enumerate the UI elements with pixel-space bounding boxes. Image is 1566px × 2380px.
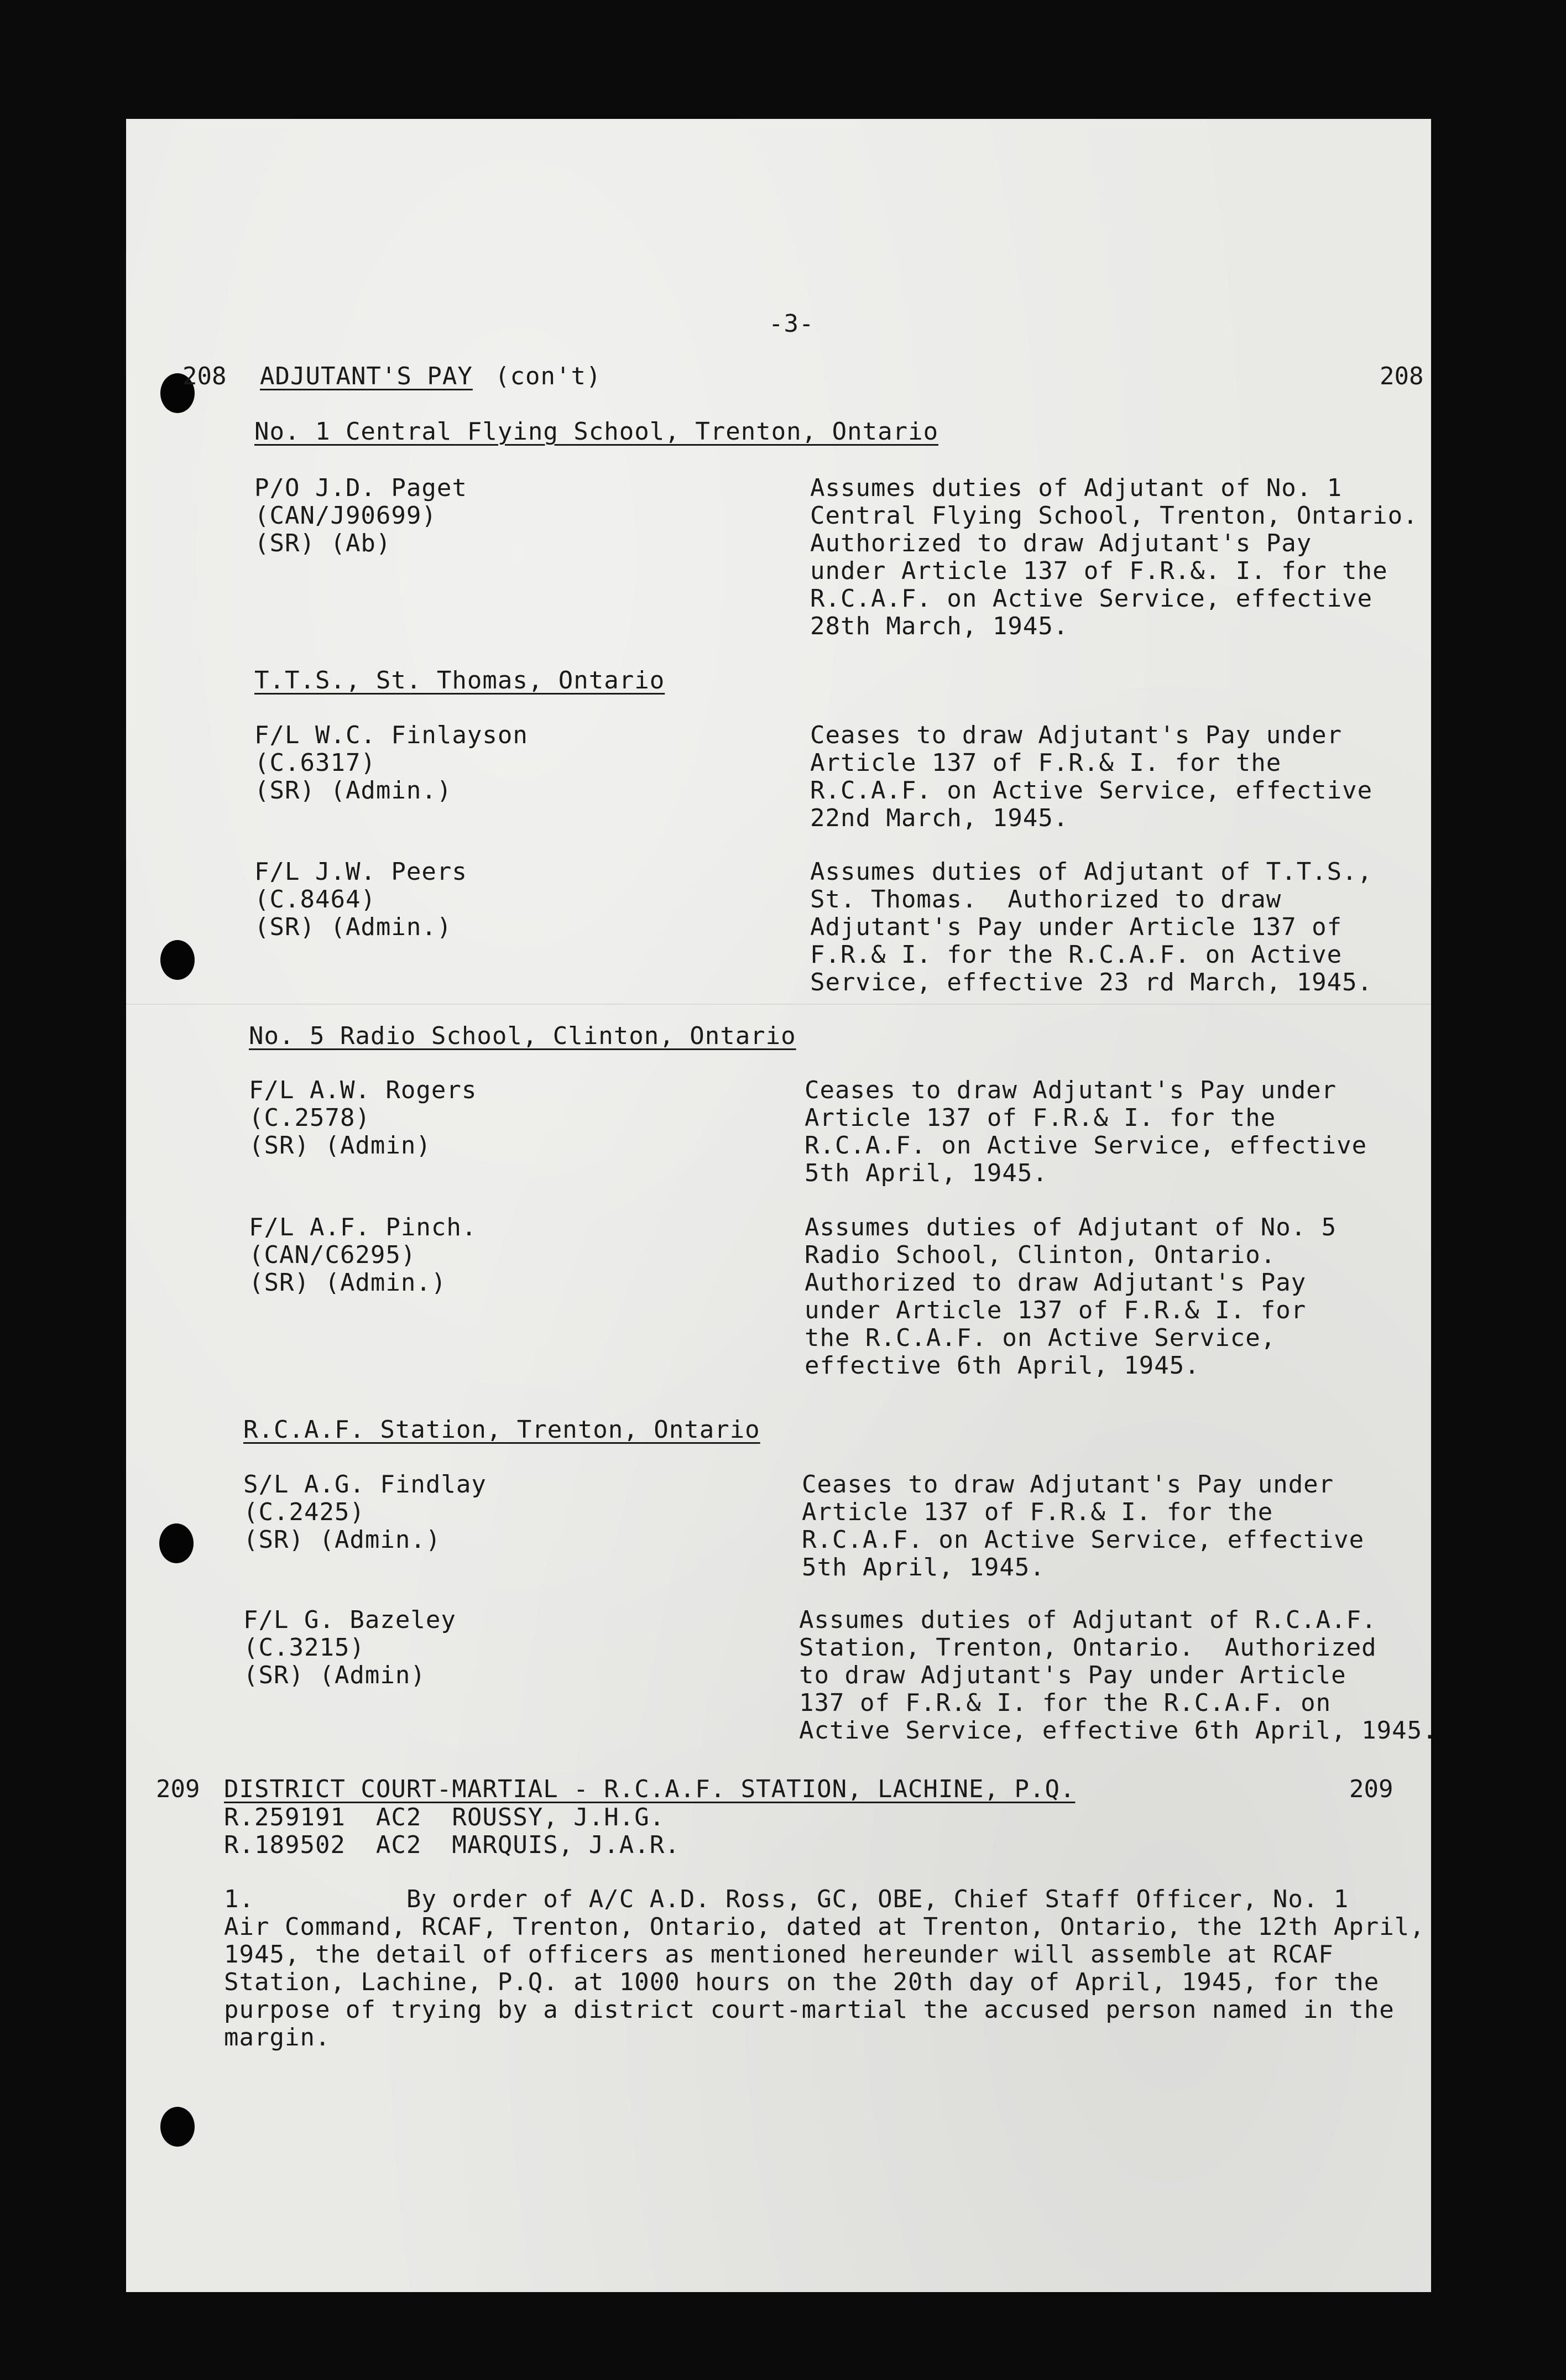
punch-hole xyxy=(160,940,195,980)
accused-list xyxy=(224,1804,680,1859)
page-number: -3- xyxy=(769,310,815,338)
section-title-suffix: (con't) xyxy=(495,362,602,390)
description-line: Central Flying School, Trenton, Ontario. xyxy=(810,502,1418,530)
description-line: Assumes duties of Adjutant of R.C.A.F. xyxy=(799,1606,1377,1634)
officer-details xyxy=(249,1077,477,1160)
officer-branch: (SR) (Ab) xyxy=(254,529,392,557)
entry-description xyxy=(805,1214,1337,1380)
description-line: F.R.& I. for the R.C.A.F. on Active xyxy=(810,941,1343,969)
entry-description xyxy=(810,858,1372,996)
description-line: Authorized to draw Adjutant's Pay xyxy=(805,1269,1307,1297)
description-line: Article 137 of F.R.& I. for the xyxy=(810,749,1282,777)
description-line: R.C.A.F. on Active Service, effective xyxy=(805,1131,1367,1160)
unit-heading: No. 1 Central Flying School, Trenton, Ontario xyxy=(254,417,939,446)
description-line: 5th April, 1945. xyxy=(805,1159,1048,1187)
officer-name: F/L G. Bazeley xyxy=(243,1606,456,1634)
description-line: Radio School, Clinton, Ontario. xyxy=(805,1241,1276,1269)
description-line: Station, Trenton, Ontario. Authorized xyxy=(799,1633,1377,1662)
officer-number: (C.2578) xyxy=(249,1104,370,1132)
section-number-left: 208 xyxy=(182,362,227,390)
description-line: R.C.A.F. on Active Service, effective xyxy=(810,584,1373,613)
description-line: Assumes duties of Adjutant of No. 5 xyxy=(805,1213,1337,1241)
description-line: Authorized to draw Adjutant's Pay xyxy=(810,529,1312,557)
section-number-right: 208 xyxy=(1380,362,1424,390)
section-number-left: 209 xyxy=(156,1775,200,1803)
description-line: Ceases to draw Adjutant's Pay under xyxy=(810,721,1343,749)
description-line: St. Thomas. Authorized to draw xyxy=(810,885,1282,914)
officer-name: P/O J.D. Paget xyxy=(254,474,467,502)
officer-details xyxy=(254,722,528,805)
description-line: the R.C.A.F. on Active Service, xyxy=(805,1324,1276,1352)
paragraph-line: 1945, the detail of officers as mentioned hereunder will assemble at RCAF xyxy=(224,1940,1334,1969)
entry-description xyxy=(799,1606,1438,1745)
officer-details xyxy=(254,474,467,557)
unit-heading: No. 5 Radio School, Clinton, Ontario xyxy=(249,1022,796,1050)
officer-name: F/L J.W. Peers xyxy=(254,858,467,886)
punch-hole xyxy=(159,1523,194,1563)
description-line: Ceases to draw Adjutant's Pay under xyxy=(805,1076,1337,1104)
officer-number: (CAN/C6295) xyxy=(249,1241,416,1269)
paragraph-line: purpose of trying by a district court-martial the accused person named in the xyxy=(224,1996,1395,2024)
description-line: Assumes duties of Adjutant of T.T.S., xyxy=(810,858,1373,886)
description-line: 22nd March, 1945. xyxy=(810,804,1069,832)
officer-details xyxy=(254,858,467,941)
officer-branch: (SR) (Admin.) xyxy=(249,1269,447,1297)
entry-description xyxy=(805,1077,1367,1187)
description-line: to draw Adjutant's Pay under Article xyxy=(799,1661,1346,1689)
unit-heading: R.C.A.F. Station, Trenton, Ontario xyxy=(243,1416,760,1444)
section-title: ADJUTANT'S PAY xyxy=(260,362,473,390)
description-line: Assumes duties of Adjutant of No. 1 xyxy=(810,474,1343,502)
paragraph-line: Station, Lachine, P.Q. at 1000 hours on the 20th day of April, 1945, for the xyxy=(224,1968,1380,1996)
description-line: 28th March, 1945. xyxy=(810,612,1069,640)
officer-number: (C.6317) xyxy=(254,749,376,777)
paragraph-line: Air Command, RCAF, Trenton, Ontario, dated at Trenton, Ontario, the 12th April, xyxy=(224,1913,1425,1941)
officer-branch: (SR) (Admin) xyxy=(249,1131,431,1160)
officer-details xyxy=(249,1214,477,1297)
description-line: R.C.A.F. on Active Service, effective xyxy=(802,1526,1365,1554)
description-line: Article 137 of F.R.& I. for the xyxy=(805,1104,1276,1132)
description-line: Ceases to draw Adjutant's Pay under xyxy=(802,1470,1334,1499)
officer-number: (CAN/J90699) xyxy=(254,502,437,530)
description-line: Active Service, effective 6th April, 1945. xyxy=(799,1716,1438,1745)
section-number-right: 209 xyxy=(1349,1775,1393,1803)
officer-name: F/L A.F. Pinch. xyxy=(249,1213,477,1241)
punch-hole xyxy=(160,2107,195,2147)
officer-name: F/L W.C. Finlayson xyxy=(254,721,528,749)
entry-description xyxy=(810,722,1372,832)
description-line: under Article 137 of F.R.&. I. for the xyxy=(810,557,1388,585)
description-line: Adjutant's Pay under Article 137 of xyxy=(810,913,1343,941)
description-line: Article 137 of F.R.& I. for the xyxy=(802,1498,1273,1526)
description-line: effective 6th April, 1945. xyxy=(805,1351,1200,1380)
description-line: Service, effective 23 rd March, 1945. xyxy=(810,968,1373,996)
description-line: 137 of F.R.& I. for the R.C.A.F. on xyxy=(799,1689,1332,1717)
fold-line xyxy=(126,1004,1431,1005)
paragraph-line: 1. By order of A/C A.D. Ross, GC, OBE, Chief Staff Officer, No. 1 xyxy=(224,1885,1349,1913)
officer-name: F/L A.W. Rogers xyxy=(249,1076,477,1104)
entry-description xyxy=(810,474,1418,640)
officer-branch: (SR) (Admin.) xyxy=(254,776,452,805)
description-line: R.C.A.F. on Active Service, effective xyxy=(810,776,1373,805)
officer-details xyxy=(243,1471,487,1554)
officer-number: (C.8464) xyxy=(254,885,376,914)
entry-description xyxy=(802,1471,1364,1582)
officer-branch: (SR) (Admin.) xyxy=(243,1526,441,1554)
section-title: DISTRICT COURT-MARTIAL - R.C.A.F. STATION, LACHINE, P.Q. xyxy=(224,1775,1076,1803)
unit-heading: T.T.S., St. Thomas, Ontario xyxy=(254,666,665,695)
officer-details xyxy=(243,1606,456,1689)
officer-branch: (SR) (Admin.) xyxy=(254,913,452,941)
description-line: 5th April, 1945. xyxy=(802,1553,1045,1582)
officer-number: (C.2425) xyxy=(243,1498,365,1526)
paragraph-line: margin. xyxy=(224,2023,331,2052)
description-line: under Article 137 of F.R.& I. for xyxy=(805,1296,1307,1324)
officer-branch: (SR) (Admin) xyxy=(243,1661,426,1689)
accused-entry: R.259191 AC2 ROUSSY, J.H.G. xyxy=(224,1803,665,1831)
officer-number: (C.3215) xyxy=(243,1633,365,1662)
accused-entry: R.189502 AC2 MARQUIS, J.A.R. xyxy=(224,1831,680,1859)
order-paragraph xyxy=(224,1886,1425,2052)
officer-name: S/L A.G. Findlay xyxy=(243,1470,487,1499)
